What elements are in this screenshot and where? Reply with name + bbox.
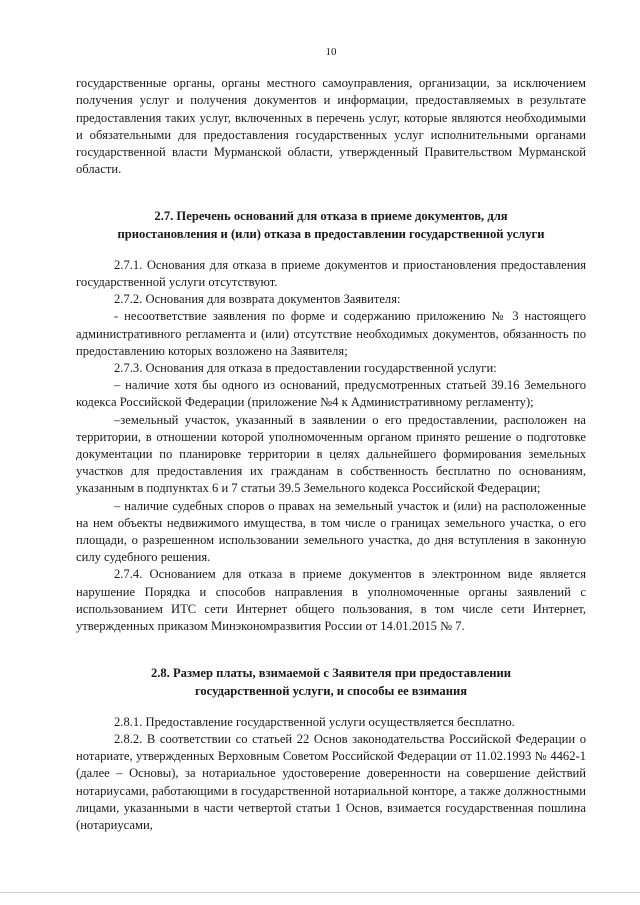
paragraph-2-7-3-item1: – наличие хотя бы одного из оснований, предусмотренных статьей 39.16 Земельного кодекса Российской Федерации (приложение №4 к Административному регламенту); (76, 378, 586, 410)
intro-paragraph: государственные органы, органы местного самоуправления, организации, за исключением получения услуг и получения документов и информации, предоставляемых в результате предоставления таких услуг, включенных в перечень услуг, которые являются необходимыми и обязательными для предоставления государственных услуг исполнительными органами государственной власти Мурманской области, утвержденный Правительством Мурманской области. (76, 76, 586, 177)
paragraph-2-7-3-item3: – наличие судебных споров о правах на земельный участок и (или) на расположенные на нем объекты недвижимого имущества, в том числе о границах земельного участка, о его площади, о разрешенном использовании земельного участка, до дня вступления в законную силу судебного решения. (76, 498, 586, 565)
section-2-7-title-line1: 2.7. Перечень оснований для отказа в приеме документов, для (154, 209, 508, 224)
paragraph-2-7-2: 2.7.2. Основания для возврата документов Заявителя: (114, 292, 401, 307)
section-2-7-title-line2: приостановления и (или) отказа в предоставлении государственной услуги (117, 226, 545, 241)
section-2-8-title-line2: государственной услуги, и способы ее взимания (194, 683, 468, 698)
paragraph-2-7-2-item: - несоответствие заявления по форме и содержанию приложению № 3 настоящего административного регламента и (или) отсутствие необходимых документов, обязанность по предоставлению которых возложено на Заявителя; (76, 309, 586, 358)
page-number: 10 (325, 46, 337, 58)
paragraph-2-7-3-item2: –земельный участок, указанный в заявлении о его предоставлении, расположен на территории, в отношении которой уполномоченным органом принято решение о подготовке документации по планировке территории в целях дальнейшего формирования земельных участков для предоставления их гражданам в собственность бесплатно по основаниям, указанным в подпунктах 6 и 7 статьи 39.5 Земельного кодекса Российской Федерации; (76, 412, 586, 496)
paragraph-2-7-1: 2.7.1. Основания для отказа в приеме документов и приостановления предоставления государственной услуги отсутствуют. (76, 257, 586, 290)
paragraph-2-7-4: 2.7.4. Основанием для отказа в приеме документов в электронном виде является нарушение Порядка и способов направления в уполномоченные органы заявлений с использованием ИТС сети Интернет общего пользования, в том числе сети Интернет, утвержденных приказом Минэкономразвития России от 14.01.2015 № 7. (76, 567, 586, 634)
paragraph-2-8-2: 2.8.2. В соответствии со статьей 22 Основ законодательства Российской Федерации о нотариате, утвержденных Верховным Советом Российской Федерации от 11.02.1993 № 4462-1 (далее – Основы), за нотариальное удостоверение доверенности на совершение действий нотариусами, работающими в государственной нотариальной конторе, а также должностными лицами, указанными в части четвертой статьи 1 Основ, взимается государственная пошлина (нотариусами, (76, 731, 586, 832)
section-2-7-heading (76, 208, 586, 242)
page-bottom-edge (0, 892, 640, 893)
section-2-8-heading (76, 665, 586, 699)
paragraph-2-7-3: 2.7.3. Основания для отказа в предоставлении государственной услуги: (114, 361, 497, 376)
section-2-8-title-line1: 2.8. Размер платы, взимаемой с Заявителя при предоставлении (150, 666, 512, 681)
paragraph-2-8-1: 2.8.1. Предоставление государственной услуги осуществляется бесплатно. (114, 714, 515, 729)
